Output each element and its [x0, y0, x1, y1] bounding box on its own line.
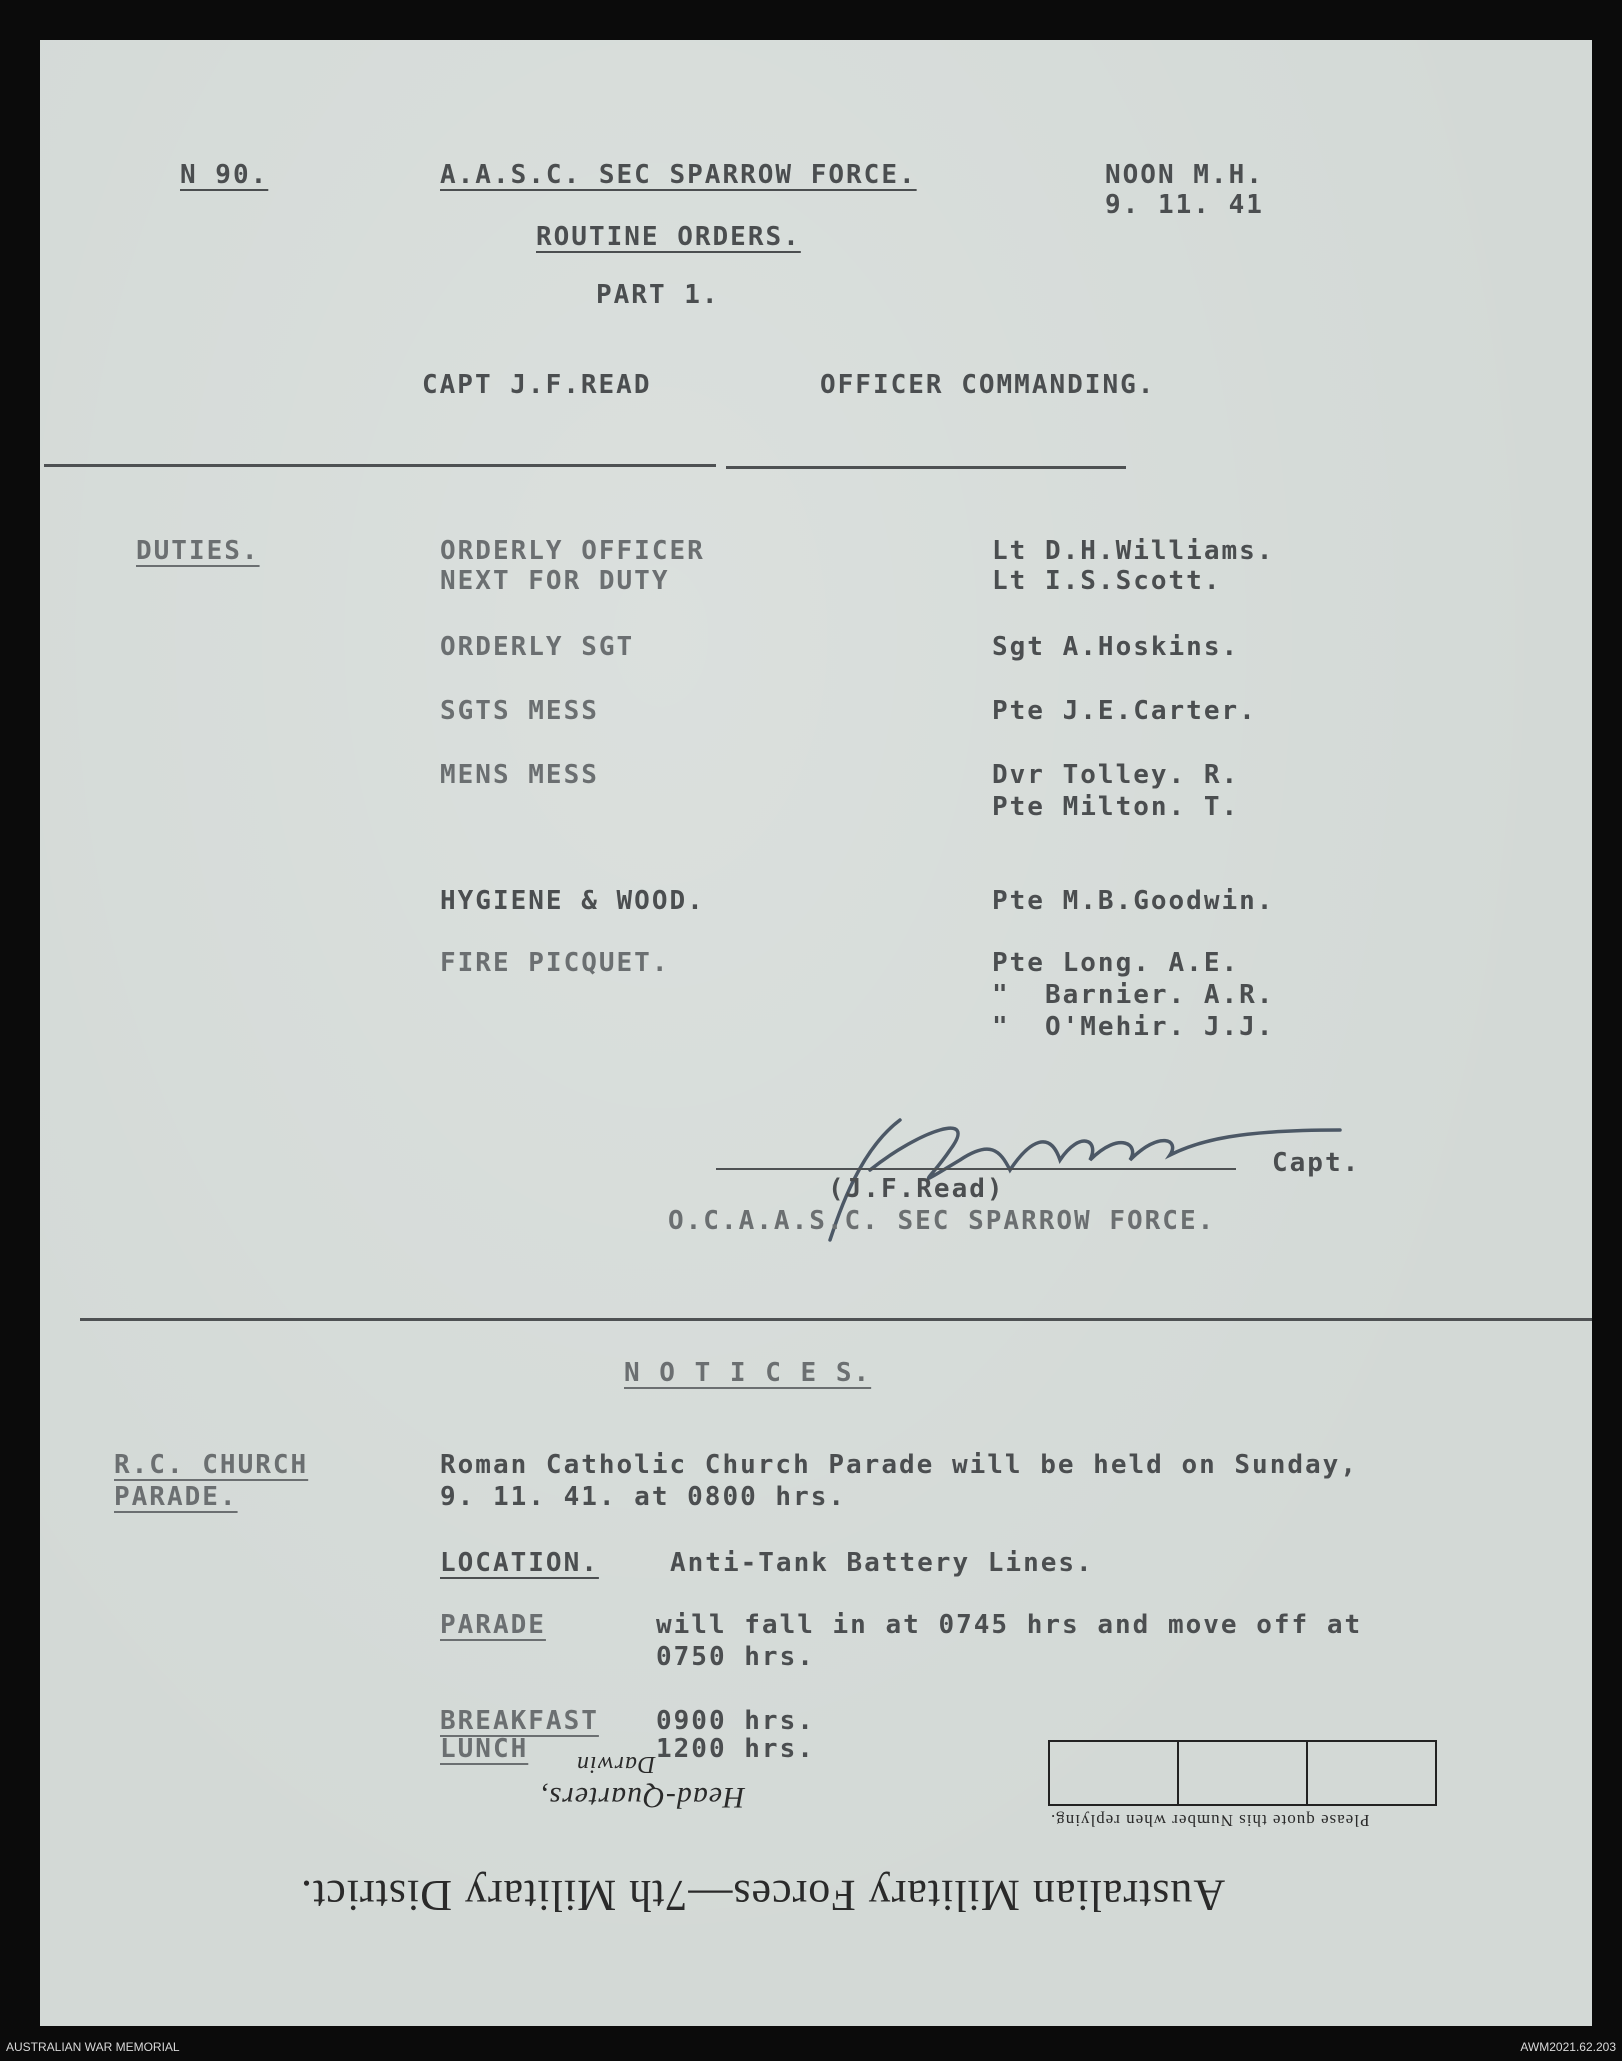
duty-name: Lt D.H.Williams.: [992, 536, 1275, 566]
location-text: Anti-Tank Battery Lines.: [670, 1548, 1094, 1578]
letterhead-place: Darwin: [576, 1751, 656, 1777]
officer-role: OFFICER COMMANDING.: [820, 370, 1156, 400]
duty-name: " O'Mehir. J.J.: [992, 1012, 1275, 1042]
archive-reference: AWM2021.62.203: [1520, 2040, 1616, 2054]
signature-rank: Capt.: [1272, 1148, 1361, 1178]
letterhead-district: Australian Military Forces—7th Military District.: [300, 1871, 1226, 1920]
quote-number-note: Please quote this Number when replying.: [1050, 1811, 1370, 1830]
order-number: N 90.: [180, 160, 269, 190]
archive-credit: AUSTRALIAN WAR MEMORIAL: [6, 2040, 180, 2054]
duty-name: Dvr Tolley. R.: [992, 760, 1240, 790]
signature-title: O.C.A.A.S.C. SEC SPARROW FORCE.: [668, 1206, 1216, 1236]
notices-heading: N O T I C E S.: [624, 1358, 872, 1388]
duty-name: Pte J.E.Carter.: [992, 696, 1257, 726]
unit-name: A.A.S.C. SEC SPARROW FORCE.: [440, 160, 917, 190]
duty-name: " Barnier. A.R.: [992, 980, 1275, 1010]
reference-box: [1308, 1742, 1435, 1804]
part-number: PART 1.: [596, 280, 720, 310]
duty-role: FIRE PICQUET.: [440, 948, 670, 978]
duty-role: MENS MESS: [440, 760, 599, 790]
notice-label: PARADE.: [114, 1482, 238, 1512]
lunch-label: LUNCH: [440, 1734, 529, 1764]
officer-name: CAPT J.F.READ: [422, 370, 652, 400]
duty-name: Pte Long. A.E.: [992, 948, 1240, 978]
duty-role: ORDERLY SGT: [440, 632, 635, 662]
duty-name: Sgt A.Hoskins.: [992, 632, 1240, 662]
parade-text: will fall in at 0745 hrs and move off at: [656, 1610, 1363, 1640]
parade-label: PARADE: [440, 1610, 546, 1640]
order-time: NOON M.H.: [1105, 160, 1264, 190]
breakfast-text: 0900 hrs.: [656, 1706, 815, 1736]
duty-role: ORDERLY OFFICER: [440, 536, 705, 566]
notice-text: Roman Catholic Church Parade will be held on Sunday,: [440, 1450, 1358, 1480]
duty-name: Pte Milton. T.: [992, 792, 1240, 822]
notices-rule: [80, 1318, 1592, 1321]
letterhead-hq: Head-Quarters,: [540, 1781, 745, 1814]
reference-box: [1179, 1742, 1308, 1804]
duty-role: SGTS MESS: [440, 696, 599, 726]
header-rule-right: [726, 466, 1126, 469]
location-label: LOCATION.: [440, 1548, 599, 1578]
parade-text: 0750 hrs.: [656, 1642, 815, 1672]
breakfast-label: BREAKFAST: [440, 1706, 599, 1736]
document-page: [40, 40, 1592, 2026]
header-rule-left: [44, 464, 716, 467]
duty-role: HYGIENE & WOOD.: [440, 886, 705, 916]
notice-label: R.C. CHURCH: [114, 1450, 309, 1480]
document-title: ROUTINE ORDERS.: [536, 222, 801, 252]
signature-name: (J.F.Read): [828, 1174, 1005, 1204]
reference-box: [1050, 1742, 1179, 1804]
reference-number-boxes: [1048, 1740, 1437, 1806]
signature-line: [716, 1168, 1236, 1170]
duty-role: NEXT FOR DUTY: [440, 566, 670, 596]
duty-name: Lt I.S.Scott.: [992, 566, 1222, 596]
order-date: 9. 11. 41: [1105, 190, 1264, 220]
notice-text: 9. 11. 41. at 0800 hrs.: [440, 1482, 847, 1512]
duty-name: Pte M.B.Goodwin.: [992, 886, 1275, 916]
lunch-text: 1200 hrs.: [656, 1734, 815, 1764]
duties-heading: DUTIES.: [136, 536, 260, 566]
